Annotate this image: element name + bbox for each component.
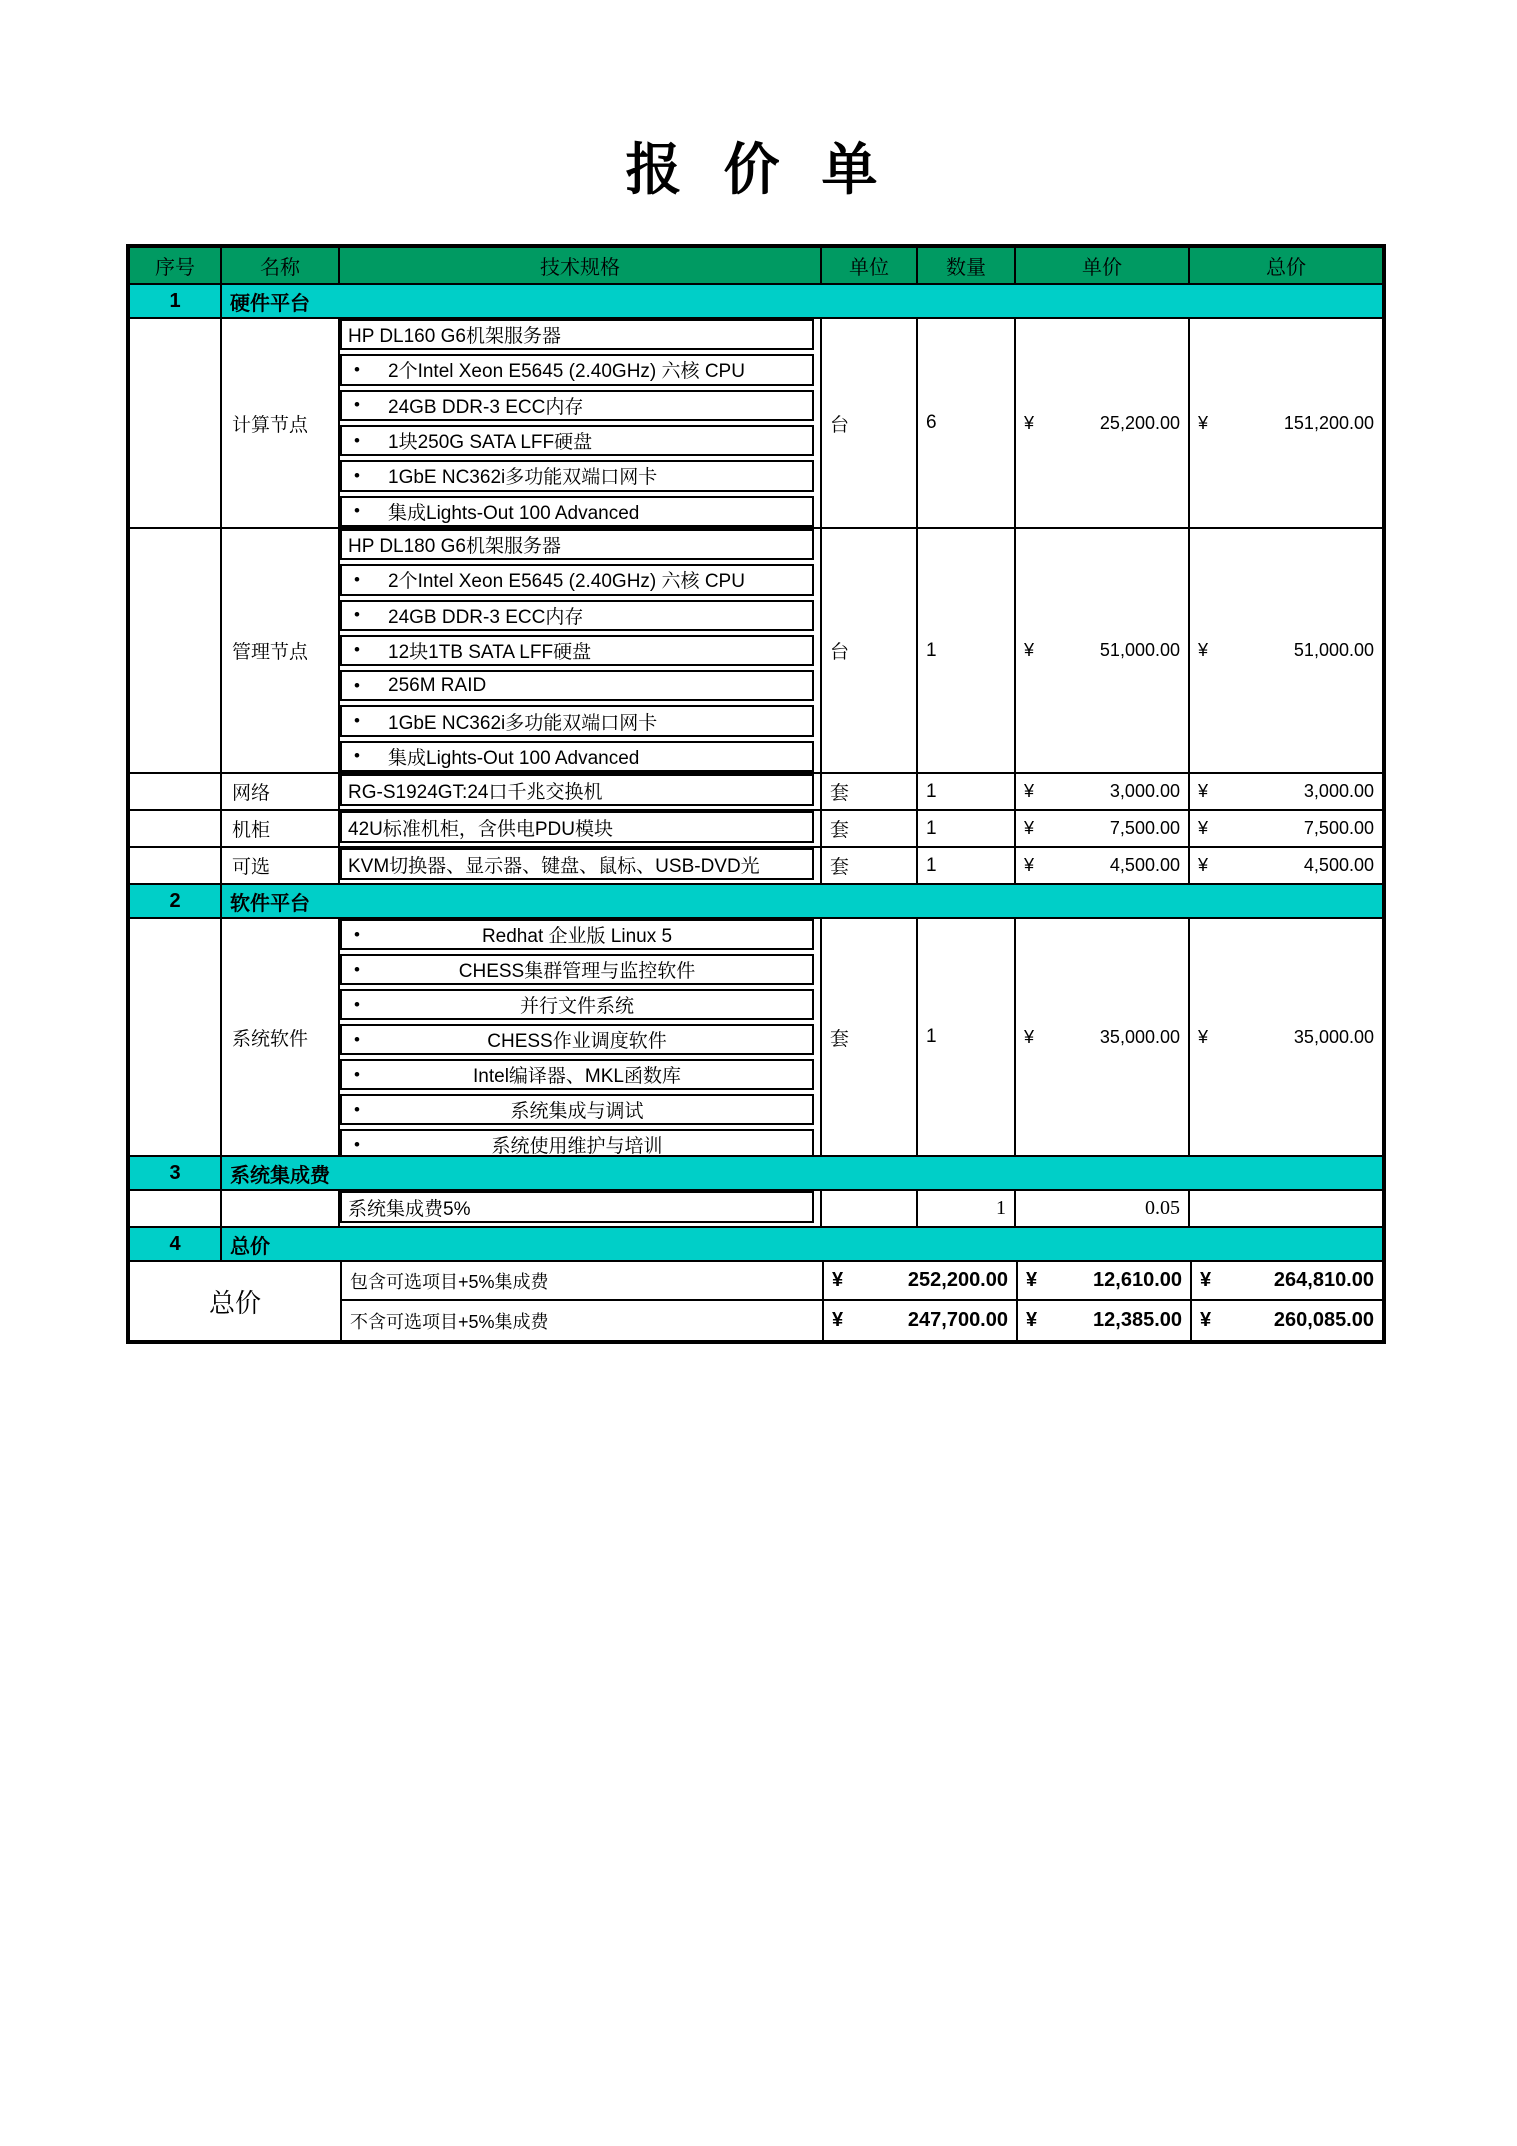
- spec-line: [340, 1094, 814, 1125]
- section-label: 硬件平台: [230, 292, 310, 315]
- qty-value: 1: [918, 919, 1016, 1155]
- currency-symbol: ¥: [1200, 1309, 1212, 1331]
- spec-line: [340, 741, 814, 772]
- unit-price-value: 35,000.00: [1099, 1026, 1180, 1047]
- item-name: 机柜: [222, 811, 340, 846]
- spec-line: [340, 774, 814, 806]
- unit-price-value: 3,000.00: [1109, 781, 1180, 801]
- bullet-icon: •: [354, 640, 360, 660]
- qty-value: 1: [918, 811, 1016, 846]
- unit-price-cell: [1016, 319, 1190, 527]
- bullet-icon: •: [354, 430, 360, 450]
- section-row-hardware: [130, 285, 1382, 319]
- qty-value: 1: [918, 1191, 1016, 1226]
- spec-line: [340, 600, 814, 631]
- bullet-icon: •: [354, 675, 360, 695]
- spec-cell: [340, 919, 822, 1155]
- unit-price-value: 7,500.00: [1109, 818, 1180, 838]
- item-name: 网络: [222, 774, 340, 809]
- bullet-icon: •: [354, 605, 360, 625]
- spec-line: [340, 354, 814, 385]
- spec-text: Redhat 企业版 Linux 5: [481, 926, 673, 947]
- unit-value: [822, 1191, 918, 1226]
- spec-text: HP DL160 G6机架服务器: [348, 326, 561, 348]
- spec-text: CHESS作业调度软件: [487, 1031, 667, 1052]
- spec-line: [340, 811, 814, 843]
- index-cell: [130, 919, 222, 1155]
- item-row-cabinet: [130, 811, 1382, 848]
- currency-symbol: ¥: [1024, 781, 1035, 801]
- bullet-icon: •: [354, 711, 360, 731]
- fee-value: 12,610.00: [1093, 1269, 1182, 1291]
- table-header-row: [130, 248, 1382, 285]
- index-cell: [130, 774, 222, 809]
- qty-value: 1: [918, 848, 1016, 883]
- bullet-icon: •: [354, 994, 360, 1014]
- spec-text: 集成Lights-Out 100 Advanced: [388, 747, 640, 769]
- total-price-cell: [1190, 1191, 1382, 1226]
- currency-symbol: ¥: [1024, 818, 1035, 838]
- currency-symbol: ¥: [1024, 855, 1035, 875]
- section-row-integration-fee: [130, 1157, 1382, 1191]
- spec-line: [340, 496, 814, 527]
- spec-text: KVM切换器、显示器、键盘、鼠标、USB-DVD光: [348, 855, 760, 877]
- bullet-icon: •: [354, 1064, 360, 1084]
- totals-desc: 包含可选项目+5%集成费: [342, 1262, 824, 1299]
- total-price-cell: [1190, 848, 1382, 883]
- section-number: 3: [130, 1157, 222, 1189]
- spec-cell: [340, 529, 822, 772]
- unit-price-cell: [1016, 774, 1190, 809]
- bullet-icon: •: [354, 569, 360, 589]
- spec-line: [340, 919, 814, 950]
- spec-line: [340, 1129, 814, 1155]
- total-price-cell: [1190, 811, 1382, 846]
- item-name: 计算节点: [222, 319, 340, 527]
- item-row-system-software: [130, 919, 1382, 1157]
- item-name: 系统软件: [222, 919, 340, 1155]
- col-header-index: 序号: [130, 248, 222, 283]
- spec-text: 并行文件系统: [519, 996, 634, 1017]
- bullet-icon: •: [354, 465, 360, 485]
- spec-text: 1GbE NC362i多功能双端口网卡: [388, 712, 658, 734]
- subtotal-value: 247,700.00: [907, 1309, 1008, 1331]
- spec-text: 12块1TB SATA LFF硬盘: [388, 641, 592, 663]
- spec-text: HP DL180 G6机架服务器: [348, 536, 561, 558]
- spec-text: 系统使用维护与培训: [491, 1136, 663, 1155]
- item-row-optional: [130, 848, 1382, 885]
- unit-price-value: 25,200.00: [1099, 412, 1180, 433]
- item-name: [222, 1191, 340, 1226]
- currency-symbol: ¥: [1024, 1026, 1035, 1047]
- currency-symbol: ¥: [1198, 640, 1209, 660]
- spec-line: [340, 954, 814, 985]
- currency-symbol: ¥: [1198, 781, 1209, 801]
- index-cell: [130, 1191, 222, 1226]
- col-header-unit-price: 单价: [1016, 248, 1190, 283]
- totals-row-with-optional: [342, 1262, 1382, 1301]
- qty-value: 6: [918, 319, 1016, 527]
- spec-line: [340, 1059, 814, 1090]
- fee-value: 12,385.00: [1093, 1309, 1182, 1331]
- currency-symbol: ¥: [832, 1309, 844, 1331]
- spec-line: [340, 1191, 814, 1223]
- spec-line: [340, 529, 814, 560]
- currency-symbol: ¥: [832, 1269, 844, 1291]
- index-cell: [130, 529, 222, 772]
- subtotal-cell: [824, 1301, 1018, 1340]
- quotation-table: [126, 244, 1386, 1344]
- spec-cell: [340, 1191, 822, 1226]
- grand-total-value: 260,085.00: [1273, 1309, 1374, 1331]
- unit-price-cell: [1016, 529, 1190, 772]
- index-cell: [130, 319, 222, 527]
- spec-text: 42U标准机柜，含供电PDU模块: [348, 818, 613, 840]
- spec-line: [340, 848, 814, 880]
- unit-value: 套: [822, 811, 918, 846]
- unit-value: 套: [822, 919, 918, 1155]
- spec-text: 24GB DDR-3 ECC内存: [388, 396, 584, 418]
- spec-text: 1GbE NC362i多功能双端口网卡: [388, 467, 658, 489]
- spec-text: CHESS集群管理与监控软件: [458, 961, 696, 982]
- section-row-software: [130, 885, 1382, 919]
- currency-symbol: ¥: [1198, 818, 1209, 838]
- spec-line: [340, 390, 814, 421]
- section-label: 系统集成费: [230, 1164, 330, 1187]
- total-price-cell: [1190, 529, 1382, 772]
- currency-symbol: ¥: [1026, 1269, 1038, 1291]
- section-number: 1: [130, 285, 222, 317]
- unit-price-cell: [1016, 811, 1190, 846]
- unit-value: 台: [822, 319, 918, 527]
- totals-block: [130, 1262, 1382, 1340]
- subtotal-cell: [824, 1262, 1018, 1299]
- spec-cell: [340, 319, 822, 527]
- totals-desc: 不含可选项目+5%集成费: [342, 1301, 824, 1340]
- currency-symbol: ¥: [1026, 1309, 1038, 1331]
- bullet-icon: •: [354, 1029, 360, 1049]
- unit-value: 套: [822, 848, 918, 883]
- subtotal-value: 252,200.00: [907, 1269, 1008, 1291]
- col-header-total: 总价: [1266, 257, 1306, 279]
- fee-cell: [1018, 1301, 1192, 1340]
- grand-total-cell: [1192, 1301, 1382, 1340]
- grand-total-value: 264,810.00: [1273, 1269, 1374, 1291]
- grand-total-cell: [1192, 1262, 1382, 1299]
- total-price-value: 3,000.00: [1303, 781, 1374, 801]
- total-price-value: 151,200.00: [1283, 412, 1374, 433]
- col-header-qty: 数量: [918, 248, 1016, 283]
- col-header-spec: 技术规格: [340, 248, 822, 283]
- bullet-icon: •: [354, 746, 360, 766]
- total-price-cell: [1190, 774, 1382, 809]
- section-number: 2: [130, 885, 222, 917]
- col-header-name: 名称: [222, 248, 340, 283]
- spec-text: 2个Intel Xeon E5645 (2.40GHz) 六核 CPU: [388, 571, 745, 593]
- bullet-icon: •: [354, 501, 360, 521]
- spec-line: [340, 1024, 814, 1055]
- unit-price-cell: [1016, 919, 1190, 1155]
- qty-value: 1: [918, 529, 1016, 772]
- spec-line: [340, 425, 814, 456]
- spec-text: 1块250G SATA LFF硬盘: [388, 432, 593, 454]
- spec-text: 2个Intel Xeon E5645 (2.40GHz) 六核 CPU: [388, 361, 745, 383]
- total-price-value: 35,000.00: [1293, 1026, 1374, 1047]
- currency-symbol: ¥: [1024, 640, 1035, 660]
- item-row-integration-fee: [130, 1191, 1382, 1228]
- bullet-icon: •: [354, 359, 360, 379]
- unit-price-cell: [1016, 848, 1190, 883]
- currency-symbol: ¥: [1198, 855, 1209, 875]
- spec-line: [340, 989, 814, 1020]
- total-price-value: 4,500.00: [1303, 855, 1374, 875]
- spec-text: 系统集成与调试: [510, 1101, 644, 1122]
- item-row-management-node: [130, 529, 1382, 774]
- section-label: 总价: [230, 1235, 270, 1258]
- spec-line: [340, 319, 814, 350]
- spec-line: [340, 670, 814, 701]
- page-title: 报 价 单: [625, 140, 892, 202]
- spec-line: [340, 705, 814, 736]
- currency-symbol: ¥: [1198, 1026, 1209, 1047]
- currency-symbol: ¥: [1024, 412, 1035, 433]
- spec-text: 256M RAID: [388, 674, 487, 696]
- spec-text: 24GB DDR-3 ECC内存: [388, 606, 584, 628]
- unit-price-value: 4,500.00: [1109, 855, 1180, 875]
- spec-line: [340, 564, 814, 595]
- section-number: 4: [130, 1228, 222, 1260]
- bullet-icon: •: [354, 959, 360, 979]
- bullet-icon: •: [354, 924, 360, 944]
- item-name: 可选: [222, 848, 340, 883]
- total-price-cell: [1190, 319, 1382, 527]
- unit-value: 套: [822, 774, 918, 809]
- fee-rate-value: 0.05: [1016, 1191, 1190, 1226]
- currency-symbol: ¥: [1198, 412, 1209, 433]
- index-cell: [130, 811, 222, 846]
- currency-symbol: ¥: [1200, 1269, 1212, 1291]
- spec-cell: [340, 774, 822, 809]
- total-price-cell: [1190, 919, 1382, 1155]
- spec-line: [340, 460, 814, 491]
- spec-text: 集成Lights-Out 100 Advanced: [388, 502, 640, 524]
- totals-row-without-optional: [342, 1301, 1382, 1340]
- index-cell: [130, 848, 222, 883]
- total-price-value: 51,000.00: [1293, 640, 1374, 660]
- bullet-icon: •: [354, 1134, 360, 1154]
- spec-text: Intel编译器、MKL函数库: [473, 1066, 681, 1087]
- fee-cell: [1018, 1262, 1192, 1299]
- item-name: 管理节点: [222, 529, 340, 772]
- col-header-unit: 单位: [822, 248, 918, 283]
- item-row-network: [130, 774, 1382, 811]
- spec-cell: [340, 811, 822, 846]
- item-row-compute-node: [130, 319, 1382, 529]
- bullet-icon: •: [354, 395, 360, 415]
- spec-line: [340, 635, 814, 666]
- spec-cell: [340, 848, 822, 883]
- unit-value: 台: [822, 529, 918, 772]
- total-price-value: 7,500.00: [1303, 818, 1374, 838]
- unit-price-value: 51,000.00: [1099, 640, 1180, 660]
- bullet-icon: •: [354, 1099, 360, 1119]
- section-label: 软件平台: [230, 892, 310, 915]
- totals-label: 总价: [130, 1262, 342, 1340]
- qty-value: 1: [918, 774, 1016, 809]
- section-row-grand-total: [130, 1228, 1382, 1262]
- spec-text: RG-S1924GT:24口千兆交换机: [348, 781, 603, 803]
- totals-rows: [342, 1262, 1382, 1340]
- spec-text: 系统集成费5%: [348, 1198, 471, 1220]
